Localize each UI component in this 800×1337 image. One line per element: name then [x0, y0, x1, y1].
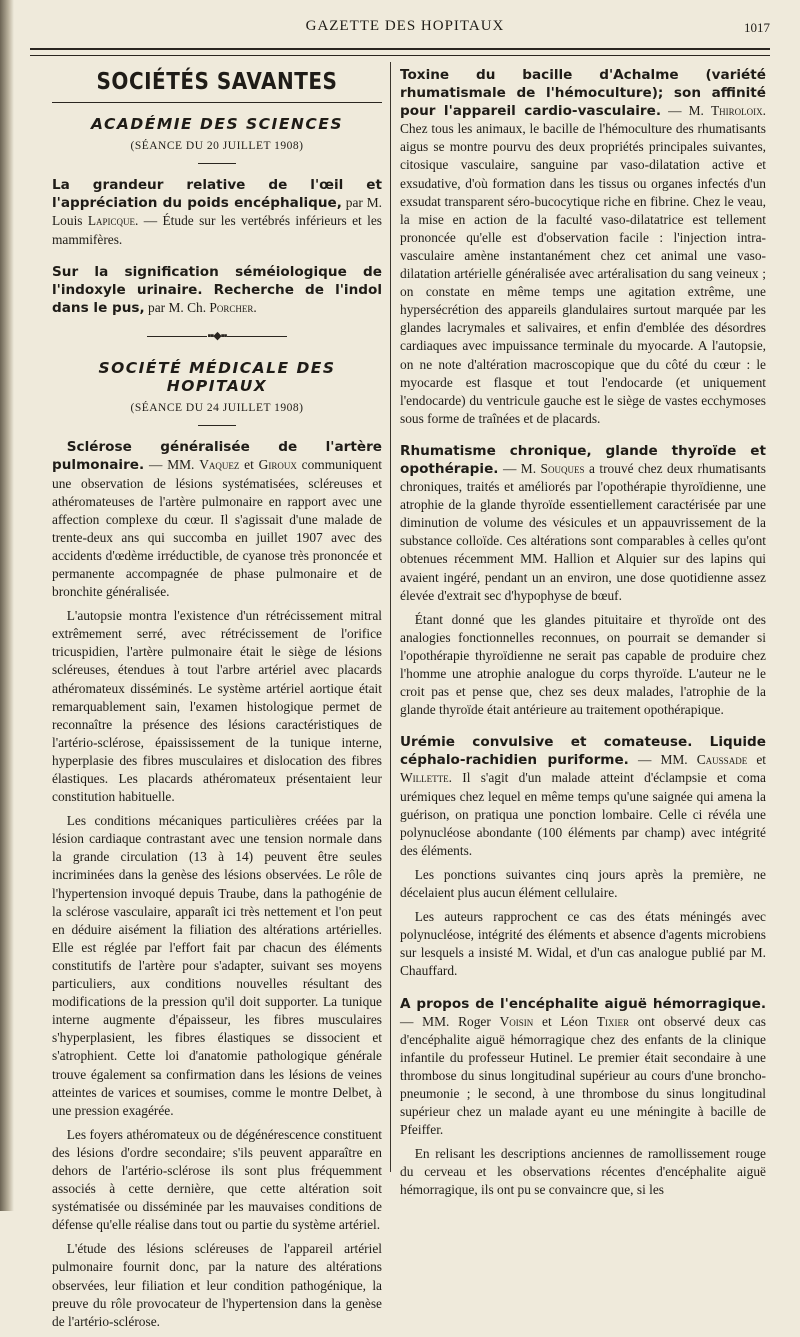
article-title: Sclérose généralisée de l'artère pulmonaire. — [52, 439, 382, 474]
author-name: Willette — [400, 770, 449, 786]
article-academie-2: Sur la signification séméiologique de l'indoxyle urinaire. Recherche de l'indol dans le pus, par M. Ch. Porcher. — [52, 263, 382, 316]
article-rhumatisme-paragraph-1: Rhumatisme chronique, glande thyroïde et opothérapie. — M. Souques a trouvé chez deux rhumatisants chroniques, traités et améliorés par l'opothérapie thyroïdienne, une atrophie de la glande thyroïde essentiellement caractérisée par une diminution de volume des vésicules et un appauvrissement de la substance colloïde. Ces altérations sont comparables à celles qu'ont obtenues récemment MM. Hallion et Alquier sur des lapins qui avaient ingéré, pendant un an environ, une dose quotidienne assez élevée d'extrait sec d'hypophyse de bœuf. — [400, 442, 766, 603]
article-encephalite-paragraph-1: A propos de l'encéphalite aiguë hémorragique. — MM. Roger Voisin et Léon Tixier ont observé deux cas d'encéphalite aiguë hémorragique chez des enfants de la clinique infantile du professeur Hutinel. Le premier était secondaire à une thrombose du sinus longitudinal supérieur au cours d'une broncho-pneumonie ; le second, à une thrombose du sinus longitudinal supérieur chez un malade ayant eu une méningite à bacille de Pfeiffer. — [400, 995, 766, 1138]
article-encephalite-paragraph-2: En relisant les descriptions anciennes de ramollissement rouge du cerveau et les observations récentes d'encéphalite aiguë hémorragique, ils ont pu se convaincre que, si les — [400, 1146, 766, 1198]
society-heading-smh: SOCIÉTÉ MÉDICALE DES HOPITAUX — [98, 359, 336, 396]
page-binding-edge — [0, 0, 14, 1211]
article-smh-paragraph-5: L'étude des lésions scléreuses de l'appareil artériel pulmonaire fournit donc, par la nature des altérations observées, leur filiation et leur condition pathogénique, la preuve du rôle provocateur de l'hypertension dans la genèse de l'artério-sclérose. — [52, 1241, 382, 1329]
seance-date-academie: (SÉANCE DU 20 JUILLET 1908) — [130, 140, 304, 153]
page-number: 1017 — [744, 20, 770, 35]
article-rhumatisme-paragraph-2: Étant donné que les glandes pituitaire et thyroïde ont des analogies fonctionnelles reconnues, on pourrait se demander si l'opothérapie thyroïdienne ne serait pas capable de produire chez l'homme une atrophie analogue du corps thyroïde. L'auteur ne le croit pas et pense que, chez ses deux malades, l'atrophie de la glande thyroïde était antérieure au traitement opothérapique. — [400, 611, 766, 718]
article-uremie-paragraph-3: Les auteurs rapprochent ce cas des états méningés avec polynucléose, intégrité des éléments et absence d'agents microbiens sur lesquels a insisté M. Widal, et d'un cas analogue publié par M. Chauffard. — [400, 909, 766, 979]
article-smh-paragraph-4: Les foyers athéromateux ou de dégénérescence constituent des lésions d'ordre secondaire; s'ils peuvent apparaître en dehors de l'artério-sclérose ils sont plus fréquemment associés à cette dernière, que cette altération soit systématisée ou disséminée par les mauvaises conditions de défense qu'elle réalise dans tout ou partie du système artériel. — [52, 1126, 382, 1233]
article-smh-paragraph-2: L'autopsie montra l'existence d'un rétrécissement mitral extrêmement serré, avec rétrécissement de l'orifice tricuspidien, l'artère pulmonaire était le siège de lésions scléreuses, étendues à tout l'arbre artériel avec placards athéromateux disséminés. Le système artériel aortique était remarquablement sain, l'examen histologique permet de reconnaître la présence des lésions caractéristiques de l'artério-sclérose, épaississement de la tunique interne, hyperplasie des fibres musculaires et dislocation des fibres élastiques. Les placards athéromateux présentaient leur constitution habituelle. — [52, 608, 382, 805]
author-name: Giroux — [258, 457, 297, 473]
author-name: Voisin — [499, 1013, 534, 1029]
journal-title: GAZETTE DES HOPITAUX — [305, 18, 505, 34]
section-rule — [52, 102, 382, 103]
running-header — [40, 18, 770, 38]
author-name: Thiroloix — [710, 103, 763, 119]
society-heading-academie: ACADÉMIE DES SCIENCES — [90, 115, 344, 134]
article-title: Rhumatisme chronique, glande thyroïde et opothérapie. — [400, 442, 766, 477]
article-title: La grandeur relative de l'œil et l'appréciation du poids encéphalique, — [52, 177, 382, 212]
short-rule — [198, 163, 236, 164]
author-name: Porcher — [209, 299, 254, 315]
article-academie-1: La grandeur relative de l'œil et l'appréciation du poids encéphalique, par M. Louis Lapicque. — Étude sur les vertébrés inférieurs et les mammifères. — [52, 177, 382, 247]
column-separator — [390, 62, 391, 1172]
author-name: Souques — [540, 460, 585, 476]
author-name: Lapicque — [87, 213, 136, 229]
article-smh-paragraph-1: Sclérose généralisée de l'artère pulmonaire. — MM. Vaquez et Giroux communiquent une observation de lésions systématisées, scléreuses et athéromateuses de l'artère pulmonaire en rapport avec une affection complexe du cœur. Il s'agissait d'une malade de trente-deux ans qui succomba en juillet 1907 avec des accidents d'œdème irréductible, de cyanose très prononcée et permanente accompagnée de phase pulmonaire et de bronchite généralisée. — [52, 439, 382, 600]
article-title: Urémie convulsive et comateuse. Liquide céphalo-rachidien puriforme. — [400, 734, 766, 769]
author-name: Tixier — [596, 1013, 629, 1029]
author-name: Caussade — [696, 752, 748, 768]
right-column — [400, 66, 766, 1206]
seance-date-smh: (SÉANCE DU 24 JUILLET 1908) — [130, 402, 304, 415]
author-name: Vaquez — [199, 457, 240, 473]
article-toxine: Toxine du bacille d'Achalme (variété rhumatismale de l'hémoculture); son affinité pour l'appareil cardio-vasculaire. — M. Thiroloix. Chez tous les animaux, le bacille de l'hémoculture des rhumatisants aigus se montre pourvu des deux propriétés principales suivantes, citosique vasculaire, sanguine par vaso-dilatation active et exsudative, d'où formation dans les tissus ou organes infectés d'un exsudat transparent séro-bucocytique riche en fibrine. Chez le veau, la mise en action de la faculté vaso-dilatatrice est tellement prononcée qu'elle est d'observation facile : l'injection intra-vasculaire amène instantanément chez cet animal une vaso-dilatation artérielle généralisée avec artéralisation du sang veineux ; on constate en même temps une agitation extrême, une hypersécrétion des appareils glandulaires surtout marquée par les glandes lacrymales et salivaires, et enfin d'emblée des désordres cardiaques avec impuissance terminale du myocarde. A l'autopsie, on ne note d'altération macroscopique que du côté du cœur : le myocarde est flasque et tout l'endocarde (et uniquement l'endocarde) du ventricule gauche est le siège de vastes ecchymoses sous forme de traînées et de placards. — [400, 67, 766, 426]
left-column — [52, 66, 382, 1337]
article-uremie-paragraph-2: Les ponctions suivantes cinq jours après la première, ne décelaient plus aucun élément cellulaire. — [400, 866, 766, 901]
article-title: A propos de l'encéphalite aiguë hémorragique. — [400, 995, 766, 1012]
article-uremie-paragraph-1: Urémie convulsive et comateuse. Liquide céphalo-rachidien puriforme. — MM. Caussade et Willette. Il s'agit d'un malade atteint d'éclampsie et coma urémiques chez lequel en même temps qu'une saignée qui amena la guérison, on pratiqua une ponction lombaire. Celle ci révéla une polynucléose abondante (100 éléments par champ) avec intégrité des éléments. — [400, 734, 766, 858]
article-smh-paragraph-3: Les conditions mécaniques particulières créées par la lésion cardiaque contrastant avec une tension normale dans la grande circulation (13 à 14) peuvent être seules incriminées dans la genèse des lésions observées. Le rôle de l'hypertension invoqué depuis Traube, dans la pathogénie de la sclérose vasculaire, apparaît ici très nettement et l'on peut en déduire aisément la filiation des altérations artérielles. Elle est réglée par l'effort fait par chacun des éléments constitutifs de l'artère pour s'adapter, suivant ses moyens particuliers, aux conditions nouvelles résultant des modifications de la pression qu'il doit supporter. La tunique interne augmente d'épaisseur, les fibres musculaires s'hyperplasient, les fibres élastiques se dissocient et s'atrophient. Cette loi d'anatomie pathologique générale trouve également sa confirmation dans les lésions de veines atteintes de varices et soumises, comme le montre Delbet, à une pression exagérée. — [52, 813, 382, 1118]
section-title: SOCIÉTÉS SAVANTES — [96, 67, 338, 95]
section-ornament: ▪▪◆▪▪ — [52, 327, 382, 345]
article-title: Sur la signification séméiologique de l'indoxyle urinaire. Recherche de l'indol dans le pus, — [52, 263, 382, 316]
header-rule — [30, 48, 770, 56]
short-rule — [198, 425, 236, 426]
article-title: Toxine du bacille d'Achalme (variété rhumatismale de l'hémoculture); son affinité pour l'appareil cardio-vasculaire. — [400, 67, 766, 120]
